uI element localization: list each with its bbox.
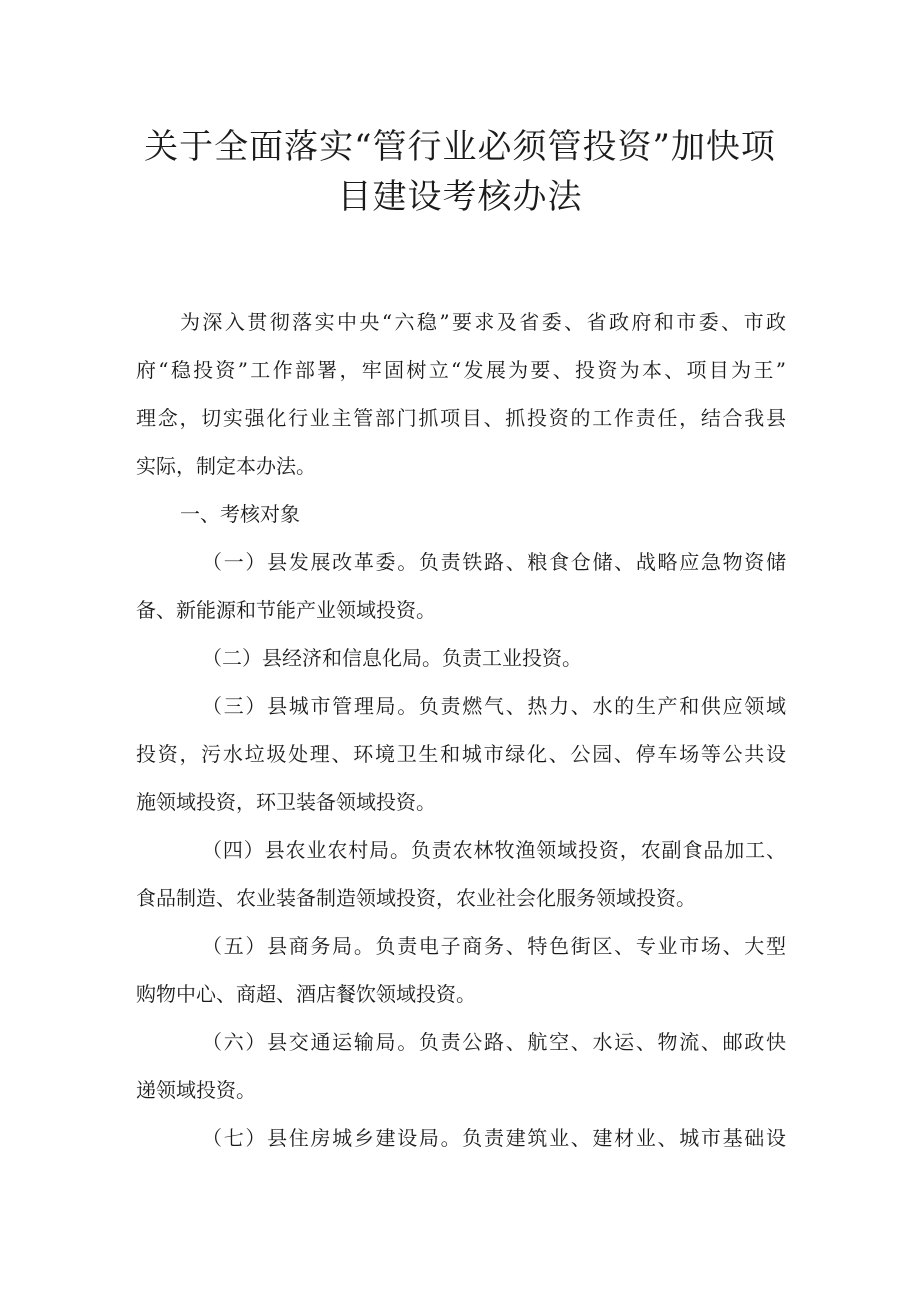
text-line: （一）县发展改革委。负责铁路、粮食仓储、战略应急物资储 (202, 550, 786, 574)
text-line: 备、新能源和节能产业领域投资。 (136, 598, 436, 622)
text-line: （七）县住房城乡建设局。负责建筑业、建材业、城市基础设 (202, 1126, 786, 1150)
document-title (0, 122, 920, 222)
title-line-1: 关于全面落实“管行业必须管投资”加快项 (144, 127, 776, 167)
paragraph-item-4 (136, 826, 786, 922)
text-line: 购物中心、商超、酒店餐饮领域投资。 (136, 982, 476, 1006)
paragraph-item-2 (136, 634, 786, 682)
text-line: （二）县经济和信息化局。负责工业投资。 (202, 646, 582, 670)
paragraph-item-7 (136, 1114, 786, 1162)
text-line: （六）县交通运输局。负责公路、航空、水运、物流、邮政快 (202, 1030, 786, 1054)
text-line: 府“稳投资”工作部署，牢固树立“发展为要、投资为本、项目为王” (136, 358, 786, 382)
paragraph-item-3 (136, 682, 786, 826)
paragraph-item-5 (136, 922, 786, 1018)
section-heading (136, 490, 786, 538)
text-line: （五）县商务局。负责电子商务、特色街区、专业市场、大型 (202, 934, 786, 958)
text-line: 理念，切实强化行业主管部门抓项目、抓投资的工作责任，结合我县 (136, 406, 786, 430)
text-line: 实际，制定本办法。 (136, 454, 316, 478)
paragraph-item-6 (136, 1018, 786, 1114)
title-line-2: 目建设考核办法 (337, 177, 583, 217)
document-body (136, 298, 786, 1162)
text-line: 食品制造、农业装备制造领域投资，农业社会化服务领域投资。 (136, 886, 696, 910)
text-line: 递领域投资。 (136, 1078, 256, 1102)
paragraph-item-1 (136, 538, 786, 634)
text-line: 投资，污水垃圾处理、环境卫生和城市绿化、公园、停车场等公共设 (136, 742, 786, 766)
paragraph-preamble (136, 298, 786, 490)
text-line: 施领域投资，环卫装备领域投资。 (136, 790, 436, 814)
section-heading-text: 一、考核对象 (180, 502, 300, 526)
text-line: （四）县农业农村局。负责农林牧渔领域投资，农副食品加工、 (202, 838, 786, 862)
text-line: （三）县城市管理局。负责燃气、热力、水的生产和供应领域 (202, 694, 786, 718)
text-line: 为深入贯彻落实中央“六稳”要求及省委、省政府和市委、市政 (180, 310, 786, 334)
